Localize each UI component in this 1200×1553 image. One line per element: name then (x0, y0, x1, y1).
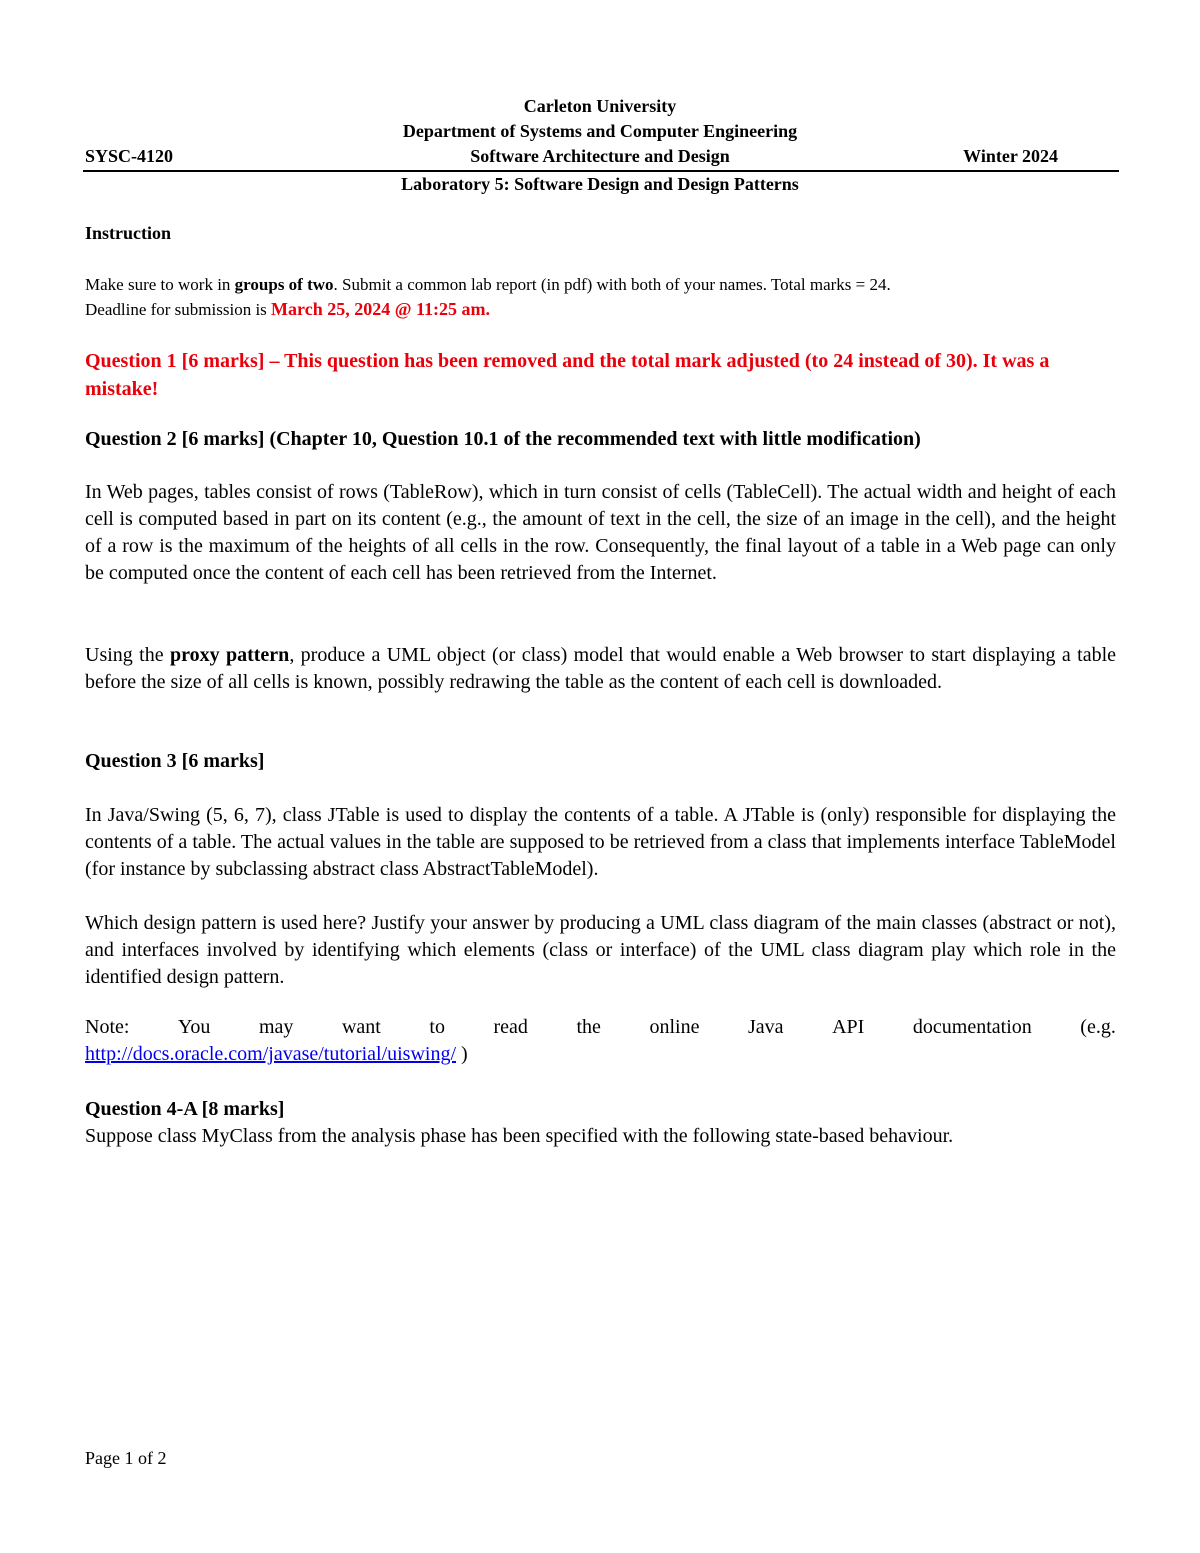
note-word: Note: (85, 1016, 130, 1038)
page-number: Page 1 of 2 (85, 1448, 167, 1468)
instruction-text-1: Make sure to work in (85, 275, 235, 294)
note-word: to (429, 1016, 445, 1038)
instruction-bold: groups of two (234, 275, 334, 294)
note-word: (e.g. (1080, 1016, 1116, 1038)
note-word: may (258, 1016, 294, 1038)
instruction-heading: Instruction (85, 223, 172, 243)
deadline-date: March 25, 2024 @ 11:25 am. (271, 299, 490, 319)
note-word: API (832, 1016, 865, 1038)
question-2-paragraph-2 (85, 642, 1116, 696)
instruction-text (85, 272, 1125, 322)
question-3-paragraph-1: In Java/Swing (5, 6, 7), class JTable is used to display the contents of a table. A JTable is (only) responsible for displaying the contents of a table. The actual values in the table are supposed to be retrieved from a class that implements interface TableModel (for instance by subclassing abstract class AbstractTableModel). (85, 804, 1116, 880)
question-1-heading: Question 1 [6 marks] – This question has been removed and the total mark adjusted (to 24 instead of 30). It was a mistake! (85, 350, 1050, 400)
instruction-text-2: . Submit a common lab report (in pdf) with both of your names. Total marks = 24. (333, 275, 891, 294)
oracle-docs-link[interactable]: http://docs.oracle.com/javase/tutorial/uiswing/ (85, 1043, 457, 1065)
note-word: You (177, 1016, 211, 1038)
note-link-line (85, 1041, 1116, 1068)
question-4a-paragraph: Suppose class MyClass from the analysis phase has been specified with the following state-based behaviour. (85, 1125, 954, 1147)
question-3-note (85, 1014, 1116, 1068)
q2-para2-a: Using the (85, 644, 170, 666)
question-2-heading: Question 2 [6 marks] (Chapter 10, Question 10.1 of the recommended text with little modification) (85, 428, 921, 450)
question-3-heading: Question 3 [6 marks] (85, 750, 265, 772)
header-rule (83, 170, 1119, 172)
note-line (85, 1014, 1116, 1041)
department-name: Department of Systems and Computer Engineering (402, 121, 798, 141)
note-word: the (576, 1016, 601, 1038)
q2-para2-bold: proxy pattern (169, 644, 290, 666)
question-4a-heading: Question 4-A [8 marks] (85, 1098, 285, 1120)
deadline-label: Deadline for submission is (85, 300, 272, 319)
question-3-paragraph-2: Which design pattern is used here? Justify your answer by producing a UML class diagram of the main classes (abstract or not), and interfaces involved by identifying which elements (class or interface) of the UML class diagram play which role in the identified design pattern. (85, 912, 1116, 988)
course-code: SYSC-4120 (85, 146, 174, 166)
note-word: online (649, 1016, 700, 1038)
q2-para2-b: , produce a UML object (or class) model that would enable a Web browser to start displaying a table before the size of all cells is known, possibly redrawing the table as the content of each cell is downloaded. (85, 644, 1117, 693)
note-word: read (493, 1016, 528, 1038)
university-name: Carleton University (523, 96, 677, 116)
lab-title: Laboratory 5: Software Design and Design Patterns (401, 174, 799, 194)
term: Winter 2024 (963, 146, 1058, 166)
note-word: documentation (912, 1016, 1032, 1038)
note-word: want (341, 1016, 381, 1038)
note-end: ) (456, 1043, 468, 1065)
course-title: Software Architecture and Design (470, 146, 730, 166)
question-2-paragraph-1: In Web pages, tables consist of rows (TableRow), which in turn consist of cells (TableCell). The actual width and height of each cell is computed based in part on its content (e.g., the amount of text in the cell, the size of an image in the cell), and the height of a row is the maximum of the heights of all cells in the row. Consequently, the final layout of a table in a Web page can only be computed once the content of each cell has been retrieved from the Internet. (85, 481, 1116, 584)
note-word: Java (748, 1016, 784, 1038)
